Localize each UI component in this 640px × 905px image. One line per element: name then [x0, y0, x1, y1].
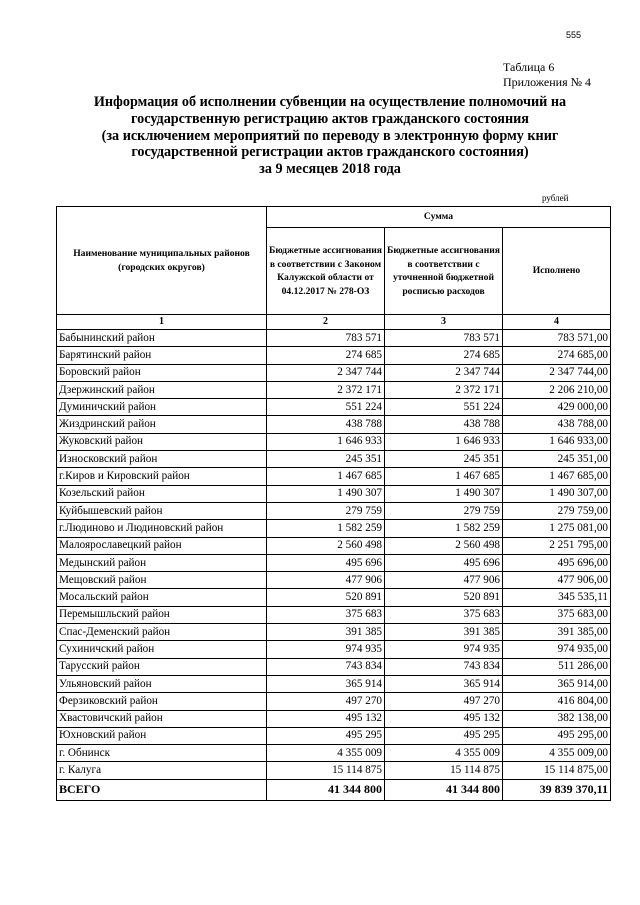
- municipality-name: Юхновский район: [57, 727, 267, 744]
- appendix-label: Приложения № 4: [503, 75, 592, 89]
- refined-allocation: 974 935: [385, 641, 503, 658]
- header-executed: Исполнено: [503, 228, 611, 315]
- total-label: ВСЕГО: [57, 779, 267, 800]
- executed-amount: 391 385,00: [503, 624, 611, 641]
- law-allocation: 4 355 009: [267, 745, 385, 762]
- refined-allocation: 2 347 744: [385, 364, 503, 381]
- law-allocation: 1 582 259: [267, 520, 385, 537]
- table-caption: [503, 60, 591, 90]
- table-row: [57, 468, 611, 485]
- table-row: [57, 572, 611, 589]
- refined-allocation: 365 914: [385, 675, 503, 692]
- table-row: [57, 485, 611, 502]
- title-line-1: Информация об исполнении субвенции на осуществление полномочий на: [93, 94, 567, 110]
- table-row: [57, 537, 611, 554]
- table-row: [57, 416, 611, 433]
- municipality-name: Барятинский район: [57, 347, 267, 364]
- municipality-name: Жиздринский район: [57, 416, 267, 433]
- title-line-2: государственную регистрацию актов гражданского состояния: [131, 110, 529, 127]
- law-allocation: 1 646 933: [267, 433, 385, 450]
- table-number-label: Таблица 6: [503, 60, 555, 74]
- table-row: [57, 381, 611, 398]
- refined-allocation: 391 385: [385, 624, 503, 641]
- table-row: [57, 451, 611, 468]
- table-row: [57, 554, 611, 571]
- law-allocation: 2 560 498: [267, 537, 385, 554]
- executed-amount: 365 914,00: [503, 675, 611, 692]
- executed-amount: 1 490 307,00: [503, 485, 611, 502]
- total-row: [57, 779, 611, 800]
- municipality-name: Тарусский район: [57, 658, 267, 675]
- table-row: [57, 624, 611, 641]
- law-allocation: 365 914: [267, 675, 385, 692]
- executed-amount: 1 646 933,00: [503, 433, 611, 450]
- table-row: [57, 606, 611, 623]
- title-line-4: государственной регистрации актов гражданского состояния): [131, 144, 529, 161]
- executed-amount: 477 906,00: [503, 572, 611, 589]
- executed-amount: 2 347 744,00: [503, 364, 611, 381]
- executed-amount: 2 251 795,00: [503, 537, 611, 554]
- title-line-5: за 9 месяцев 2018 года: [259, 161, 401, 178]
- municipality-name: г. Обнинск: [57, 745, 267, 762]
- units-label: рублей: [542, 193, 569, 203]
- municipality-name: Козельский район: [57, 485, 267, 502]
- table-row: [57, 347, 611, 364]
- executed-amount: 2 206 210,00: [503, 381, 611, 398]
- executed-amount: 495 295,00: [503, 727, 611, 744]
- refined-allocation: 1 582 259: [385, 520, 503, 537]
- municipality-name: Боровский район: [57, 364, 267, 381]
- municipality-name: Ульяновский район: [57, 675, 267, 692]
- table-body: [57, 330, 611, 780]
- header-row-numbers: [57, 315, 611, 330]
- executed-amount: 438 788,00: [503, 416, 611, 433]
- executed-amount: 1 275 081,00: [503, 520, 611, 537]
- municipality-name: Хвастовичский район: [57, 710, 267, 727]
- law-allocation: 274 685: [267, 347, 385, 364]
- refined-allocation: 15 114 875: [385, 762, 503, 779]
- executed-amount: 783 571,00: [503, 330, 611, 347]
- law-allocation: 15 114 875: [267, 762, 385, 779]
- refined-allocation: 375 683: [385, 606, 503, 623]
- table-row: [57, 589, 611, 606]
- law-allocation: 279 759: [267, 502, 385, 519]
- refined-allocation: 4 355 009: [385, 745, 503, 762]
- table-row: [57, 330, 611, 347]
- law-allocation: 2 372 171: [267, 381, 385, 398]
- law-allocation: 495 132: [267, 710, 385, 727]
- municipality-name: Сухиничский район: [57, 641, 267, 658]
- table-row: [57, 693, 611, 710]
- table-row: [57, 727, 611, 744]
- refined-allocation: 2 372 171: [385, 381, 503, 398]
- column-number-3: 3: [385, 315, 503, 330]
- refined-allocation: 1 646 933: [385, 433, 503, 450]
- refined-allocation: 274 685: [385, 347, 503, 364]
- refined-allocation: 520 891: [385, 589, 503, 606]
- executed-amount: 416 804,00: [503, 693, 611, 710]
- title-line-3: (за исключением мероприятий по переводу в электронную форму книг: [101, 127, 559, 144]
- subvention-table: [56, 206, 611, 801]
- municipality-name: Думиничский район: [57, 399, 267, 416]
- column-number-2: 2: [267, 315, 385, 330]
- header-municipality: Наименование муниципальных районов (городских округов): [57, 207, 267, 315]
- executed-amount: 245 351,00: [503, 451, 611, 468]
- table-row: [57, 641, 611, 658]
- executed-amount: 274 685,00: [503, 347, 611, 364]
- header-law-allocations: Бюджетные ассигнования в соответствии с Законом Калужской области от 04.12.2017 № 278-ОЗ: [267, 228, 385, 315]
- executed-amount: 495 696,00: [503, 554, 611, 571]
- municipality-name: Износковский район: [57, 451, 267, 468]
- total-law: 41 344 800: [267, 779, 385, 800]
- executed-amount: 375 683,00: [503, 606, 611, 623]
- refined-allocation: 495 295: [385, 727, 503, 744]
- table-row: [57, 745, 611, 762]
- column-number-1: 1: [57, 315, 267, 330]
- refined-allocation: 279 759: [385, 502, 503, 519]
- law-allocation: 438 788: [267, 416, 385, 433]
- law-allocation: 1 467 685: [267, 468, 385, 485]
- executed-amount: 345 535,11: [503, 589, 611, 606]
- law-allocation: 2 347 744: [267, 364, 385, 381]
- law-allocation: 783 571: [267, 330, 385, 347]
- municipality-name: Перемышльский район: [57, 606, 267, 623]
- executed-amount: 1 467 685,00: [503, 468, 611, 485]
- table-row: [57, 710, 611, 727]
- law-allocation: 375 683: [267, 606, 385, 623]
- table-row: [57, 399, 611, 416]
- document-title: [60, 94, 600, 178]
- municipality-name: г.Киров и Кировский район: [57, 468, 267, 485]
- executed-amount: 279 759,00: [503, 502, 611, 519]
- header-refined-allocations: Бюджетные ассигнования в соответствии с уточненной бюджетной росписью расходов: [385, 228, 503, 315]
- column-number-4: 4: [503, 315, 611, 330]
- table-row: [57, 520, 611, 537]
- executed-amount: 974 935,00: [503, 641, 611, 658]
- refined-allocation: 743 834: [385, 658, 503, 675]
- executed-amount: 382 138,00: [503, 710, 611, 727]
- law-allocation: 477 906: [267, 572, 385, 589]
- table-row: [57, 675, 611, 692]
- header-row-group: [57, 207, 611, 228]
- municipality-name: Мещовский район: [57, 572, 267, 589]
- law-allocation: 497 270: [267, 693, 385, 710]
- municipality-name: Куйбышевский район: [57, 502, 267, 519]
- law-allocation: 1 490 307: [267, 485, 385, 502]
- municipality-name: г.Людиново и Людиновский район: [57, 520, 267, 537]
- municipality-name: Дзержинский район: [57, 381, 267, 398]
- header-sum-group: Сумма: [267, 207, 611, 228]
- refined-allocation: 1 490 307: [385, 485, 503, 502]
- municipality-name: Ферзиковский район: [57, 693, 267, 710]
- municipality-name: Спас-Деменский район: [57, 624, 267, 641]
- municipality-name: Медынский район: [57, 554, 267, 571]
- refined-allocation: 438 788: [385, 416, 503, 433]
- refined-allocation: 495 696: [385, 554, 503, 571]
- municipality-name: Мосальский район: [57, 589, 267, 606]
- executed-amount: 4 355 009,00: [503, 745, 611, 762]
- executed-amount: 15 114 875,00: [503, 762, 611, 779]
- municipality-name: Жуковский район: [57, 433, 267, 450]
- table-row: [57, 502, 611, 519]
- refined-allocation: 497 270: [385, 693, 503, 710]
- municipality-name: Малоярославецкий район: [57, 537, 267, 554]
- refined-allocation: 477 906: [385, 572, 503, 589]
- refined-allocation: 2 560 498: [385, 537, 503, 554]
- law-allocation: 495 696: [267, 554, 385, 571]
- page-number: 555: [566, 30, 582, 40]
- municipality-name: г. Калуга: [57, 762, 267, 779]
- table-row: [57, 762, 611, 779]
- table-row: [57, 364, 611, 381]
- municipality-name: Бабынинский район: [57, 330, 267, 347]
- refined-allocation: 495 132: [385, 710, 503, 727]
- table-row: [57, 433, 611, 450]
- law-allocation: 743 834: [267, 658, 385, 675]
- total-executed: 39 839 370,11: [503, 779, 611, 800]
- table-row: [57, 658, 611, 675]
- refined-allocation: 1 467 685: [385, 468, 503, 485]
- executed-amount: 429 000,00: [503, 399, 611, 416]
- executed-amount: 511 286,00: [503, 658, 611, 675]
- law-allocation: 245 351: [267, 451, 385, 468]
- law-allocation: 391 385: [267, 624, 385, 641]
- refined-allocation: 551 224: [385, 399, 503, 416]
- law-allocation: 974 935: [267, 641, 385, 658]
- law-allocation: 495 295: [267, 727, 385, 744]
- total-refined: 41 344 800: [385, 779, 503, 800]
- law-allocation: 551 224: [267, 399, 385, 416]
- refined-allocation: 245 351: [385, 451, 503, 468]
- law-allocation: 520 891: [267, 589, 385, 606]
- refined-allocation: 783 571: [385, 330, 503, 347]
